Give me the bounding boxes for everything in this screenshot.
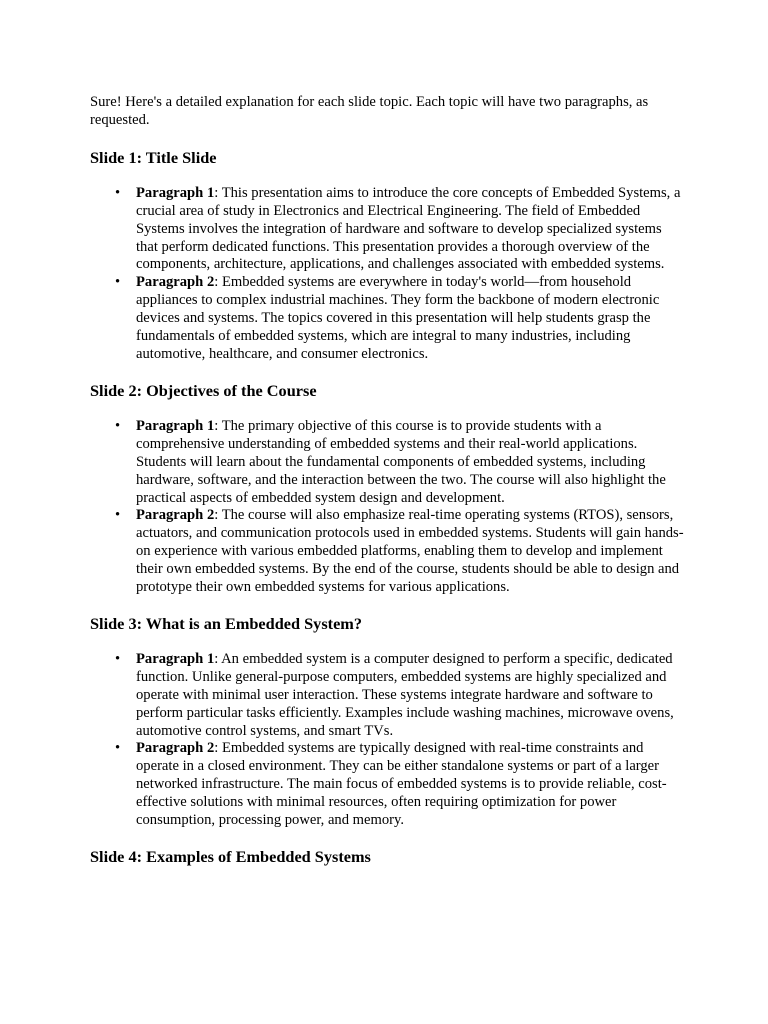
paragraph-label: Paragraph 2	[136, 740, 215, 757]
slide-heading: Slide 4: Examples of Embedded Systems	[90, 847, 371, 866]
paragraph-text: : This presentation aims to introduce the core concepts of Embedded Systems, a crucial area of study in Electronics and Electrical Engineering. The field of Embedded Systems involves the integration of hardware and software to develop specialized systems that perform dedicated functions. This presentation provides a thorough overview of the components, architecture, applications, and challenges associated with embedded systems.	[136, 184, 681, 273]
bullet-icon: •	[115, 650, 121, 667]
paragraph-list	[90, 651, 685, 830]
list-item	[115, 740, 685, 830]
slide-heading: Slide 3: What is an Embedded System?	[90, 613, 363, 633]
slide-section-3	[90, 614, 685, 830]
bullet-icon: •	[115, 184, 121, 201]
bullet-icon: •	[115, 274, 121, 291]
list-item	[115, 184, 685, 275]
paragraph-label: Paragraph 2	[136, 274, 215, 291]
paragraph-text: : An embedded system is a computer designed to perform a specific, dedicated function. Unlike general-purpose computers, embedded systems are highly specialized and operate with minimal user interaction. These systems integrate hardware and software to perform particular tasks efficiently. Examples include washing machines, microwave ovens, automotive control systems, and smart TVs.	[136, 650, 674, 739]
paragraph-text: : Embedded systems are typically designed with real-time constraints and operate in a closed environment. They can be either standalone systems or part of a larger networked infrastructure. The main focus of embedded systems is to provide reliable, cost-effective solutions with minimal resources, often requiring optimization for power consumption, processing power, and memory.	[136, 740, 667, 829]
bullet-icon: •	[115, 740, 121, 757]
slide-section-4	[90, 847, 685, 867]
slide-heading: Slide 1: Title Slide	[90, 147, 217, 167]
list-item	[115, 274, 685, 364]
slide-section-1	[90, 148, 685, 364]
paragraph-label: Paragraph 1	[136, 650, 215, 667]
paragraph-text: : The primary objective of this course is to provide students with a comprehensive understanding of embedded systems and their real-world applications. Students will learn about the fundamental components of embedded systems, including hardware, software, and the interaction between the two. The course will also highlight the practical aspects of embedded system design and development.	[136, 417, 666, 506]
list-item	[115, 650, 685, 741]
paragraph-text: : The course will also emphasize real-time operating systems (RTOS), sensors, actuators, and communication protocols used in embedded systems. Students will gain hands-on experience with various embedded platforms, enabling them to develop and implement their own embedded systems. By the end of the course, students should be able to design and prototype their own embedded systems for various applications.	[136, 507, 684, 596]
bullet-icon: •	[115, 507, 121, 524]
intro-paragraph: Sure! Here's a detailed explanation for each slide topic. Each topic will have two paragraphs, as requested.	[90, 94, 649, 128]
paragraph-list	[90, 185, 685, 364]
paragraph-label: Paragraph 2	[136, 507, 215, 524]
bullet-icon: •	[115, 417, 121, 434]
slide-heading: Slide 2: Objectives of the Course	[90, 380, 317, 400]
paragraph-text: : Embedded systems are everywhere in today's world—from household appliances to complex industrial machines. They form the backbone of modern electronic devices and systems. The topics covered in this presentation will help students grasp the fundamentals of embedded systems, which are integral to many industries, including automotive, healthcare, and consumer electronics.	[136, 274, 660, 362]
paragraph-label: Paragraph 1	[136, 184, 215, 201]
list-item	[115, 507, 685, 597]
paragraph-label: Paragraph 1	[136, 417, 215, 434]
list-item	[115, 417, 685, 508]
slide-section-2	[90, 381, 685, 597]
document-page	[90, 94, 685, 884]
paragraph-list	[90, 418, 685, 597]
